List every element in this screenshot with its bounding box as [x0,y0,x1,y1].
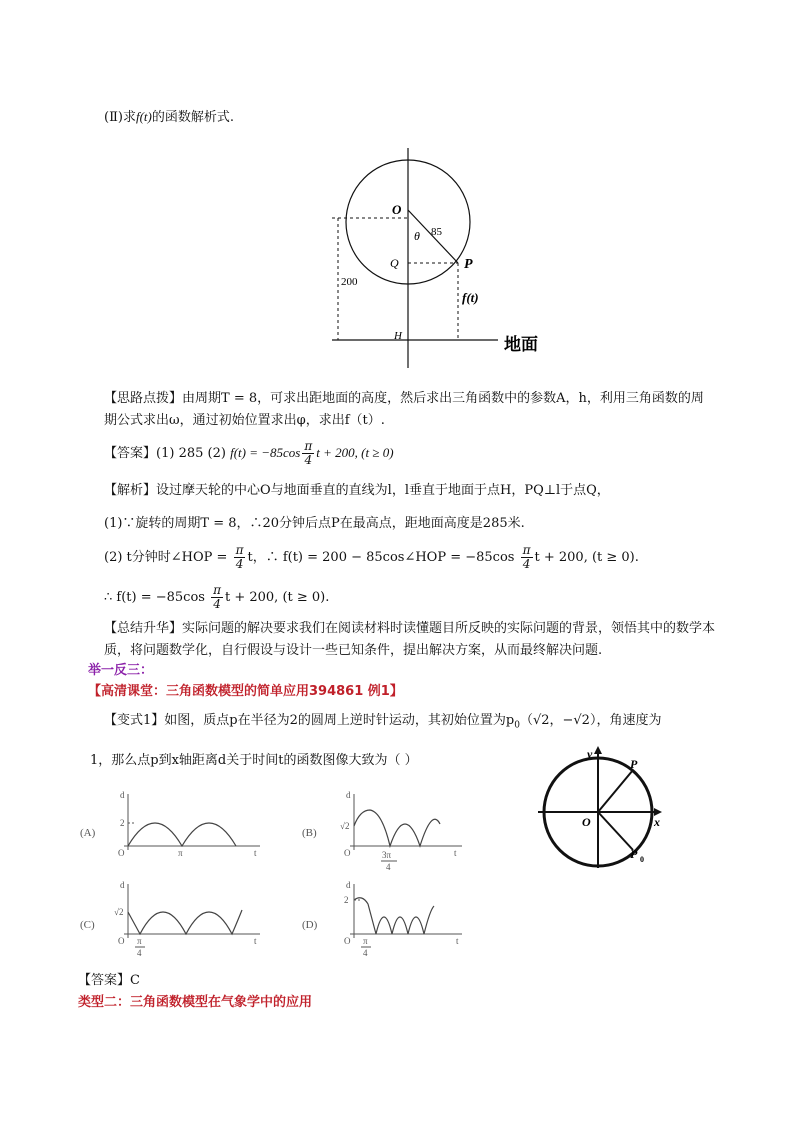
svg-text:2: 2 [344,895,349,905]
svg-text:d: d [120,880,125,890]
svg-text:O: O [582,815,591,829]
analysis-step-1: (1)∵旋转的周期T = 8，∴20分钟后点P在最高点，距地面高度是285米. [104,516,525,531]
label-ground: 地面 [504,335,538,355]
label-h: H [394,330,402,342]
graph-b [300,788,470,874]
hint-paragraph: 【思路点拨】由周期T = 8，可求出距地面的高度，然后求出三角函数中的参数A，h，利用三角函数的周期公式求出ω，通过初始位置求出φ，求出f（t）. [104,391,704,428]
svg-text:t: t [254,848,257,858]
graph-d [300,880,470,962]
svg-text:4: 4 [386,862,391,872]
svg-text:O: O [344,936,351,946]
fraction: $\frac{\pi}{4}$ [304,439,313,467]
label-200: 200 [341,276,358,288]
svg-text:π: π [137,936,142,946]
label-theta: θ [414,229,420,243]
label-85: 85 [431,226,442,238]
answer2-line: 【答案】C [78,973,140,988]
label-o: O [392,202,402,217]
svg-text:O: O [344,848,351,858]
svg-text:P: P [630,757,638,771]
summary-paragraph: 【总结升华】实际问题的解决要求我们在阅读材料时读懂题目所反映的实际问题的背景，领悟其中的数学本质，将问题数学化，自行假设与设计一些已知条件，提出解决方案，从而最终解决问题. [104,621,716,658]
analysis-step-2: (2) t分钟时∠HOP = $\frac{\pi}{4}$ t，∴ f(t) = 200 − 85cos∠HOP = −85cos $\frac{\pi}{4}$ t + 200, (t ≥ 0). [104,543,639,571]
heading-type2: 类型二：三角函数模型在气象学中的应用 [78,995,313,1010]
ferris-wheel-diagram [320,140,540,380]
svg-text:d: d [346,880,351,890]
svg-text:√2: √2 [340,821,350,831]
svg-text:y: y [587,747,593,761]
part2-question: (Ⅱ)求f(t)的函数解析式. [104,109,235,125]
svg-text:d: d [120,790,125,800]
svg-text:√2: √2 [114,907,124,917]
svg-text:(B): (B) [302,827,317,839]
svg-text:4: 4 [363,948,368,958]
heading-class: 【高清课堂：三角函数模型的简单应用394861 例1】 [88,684,403,699]
label-q: Q [390,256,399,270]
analysis-line: 【解析】设过摩天轮的中心O与地面垂直的直线为l，l垂直于地面于点H，PQ⊥l于点Q， [104,483,610,498]
heading-juyi: 举一反三： [88,663,154,678]
answer-line: 【答案】(1) 285 (2) f(t) = −85cos $\frac{\pi}{4}$ t + 200, (t ≥ 0) [104,439,394,467]
svg-text:P: P [630,847,638,861]
svg-text:π: π [178,848,183,858]
svg-text:t: t [254,936,257,946]
svg-text:4: 4 [137,948,142,958]
label-p: P [464,257,473,272]
svg-text:3π: 3π [382,850,392,860]
svg-text:(D): (D) [302,919,318,931]
analysis-step-3: ∴ f(t) = −85cos $\frac{\pi}{4}$ t + 200, (t ≥ 0). [104,583,330,611]
svg-text:0: 0 [640,855,644,864]
graph-c [78,880,268,962]
graph-a [78,788,268,860]
svg-text:O: O [118,936,125,946]
svg-text:O: O [118,848,125,858]
label-ft: f(t) [462,290,479,305]
svg-text:t: t [454,848,457,858]
svg-text:(A): (A) [80,827,96,839]
svg-text:2: 2 [120,818,125,828]
svg-text:d: d [346,790,351,800]
svg-text:t: t [456,936,459,946]
svg-text:π: π [363,936,368,946]
svg-text:(C): (C) [80,919,95,931]
variant-line-2: 1，那么点p到x轴距离d关于时间t的函数图像大致为（ ） [90,753,418,768]
circle-axes-diagram [530,742,670,870]
svg-text:x: x [654,815,660,829]
variant-line-1: 【变式1】如图，质点p在半径为2的圆周上逆时针运动，其初始位置为$p_0(√2$，−√2），角速度为 [104,713,662,731]
